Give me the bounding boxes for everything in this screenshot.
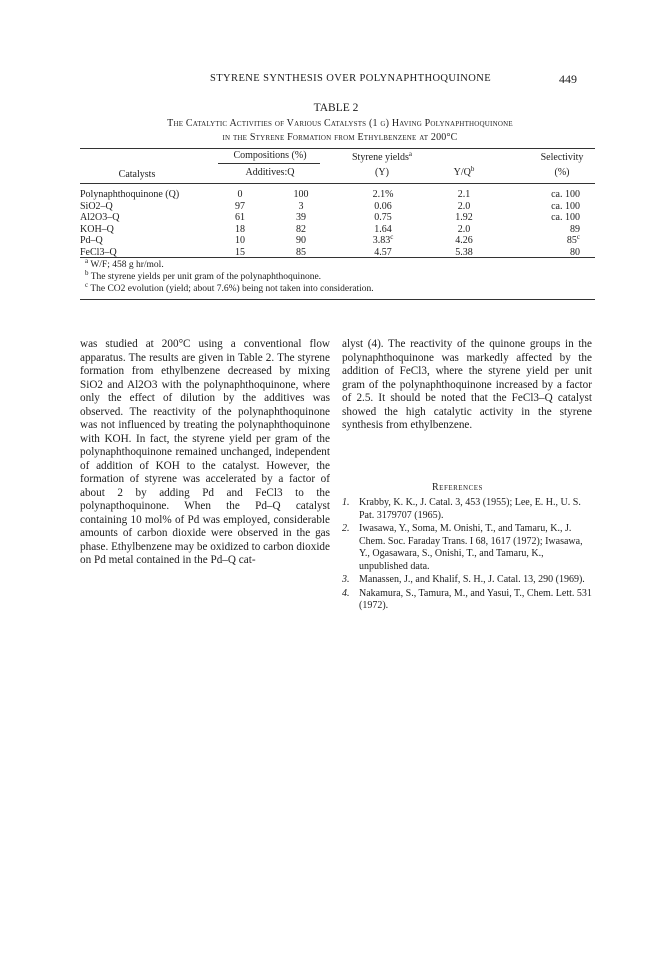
footnote-c-text: The CO2 evolution (yield; about 7.6%) being not taken into consideration. [90, 284, 374, 294]
table-title: TABLE 2 [313, 102, 359, 114]
cell-text: ca. 100 [551, 189, 580, 200]
footnote-a-mark: a [85, 257, 89, 265]
cell-text: 1.64 [374, 223, 392, 235]
table-caption [90, 117, 590, 145]
cell-text: 85 [566, 235, 577, 246]
page-number: 449 [559, 72, 577, 86]
cell-q [294, 189, 309, 200]
cell-selectivity [567, 235, 580, 246]
footnote-c [85, 281, 374, 294]
cell-yq [458, 201, 471, 212]
cell-text: 61 [235, 212, 245, 223]
styrene-yields-mark: a [408, 150, 413, 158]
table-row [0, 235, 672, 247]
cell-text: Pd–Q [80, 235, 103, 246]
footnote-b-text: The styrene yields per unit gram of the polynaphthoquinone. [90, 272, 322, 282]
cell-text: 5.38 [455, 246, 473, 258]
body-left-column [80, 338, 330, 568]
compositions-underline [218, 163, 320, 164]
table-bottom-rule [80, 257, 595, 258]
cell-text: 4.57 [374, 246, 392, 258]
cell-catalyst [80, 235, 103, 246]
footnote-b-mark: b [85, 269, 89, 277]
cell-text: 4.26 [455, 235, 473, 246]
cell-text: 90 [296, 235, 306, 246]
header-catalysts: Catalysts [118, 169, 156, 180]
table-row [0, 212, 672, 224]
footnote-c-mark: c [85, 281, 89, 289]
cell-yield [374, 212, 392, 223]
body-right-column [342, 338, 592, 433]
cell-text: 85 [296, 246, 306, 258]
cell-text: 1.92 [455, 212, 473, 223]
cell-text: 2.1 [457, 189, 471, 200]
reference-item [342, 588, 592, 613]
references-heading: References [432, 482, 483, 493]
reference-text: Nakamura, S., Tamura, M., and Yasui, T., Chem. Lett. 531 (1972). [359, 587, 592, 611]
cell-yield [374, 224, 392, 235]
cell-text: FeCl3–Q [80, 246, 117, 258]
table-row [0, 224, 672, 236]
cell-yq [455, 212, 473, 223]
styrene-yields-label: Styrene yields [351, 152, 409, 163]
yq-label: Y/Q [453, 167, 471, 178]
cell-yield [374, 247, 392, 258]
cell-text: 10 [235, 235, 245, 246]
running-title: STYRENE SYNTHESIS OVER POLYNAPHTHOQUINONE [210, 73, 492, 84]
table-caption-line-2: in the Styrene Formation from Ethylbenzene at 200°C [222, 132, 458, 143]
cell-additive [235, 212, 245, 223]
cell-q [296, 247, 306, 258]
header-selectivity: Selectivity [540, 152, 584, 163]
cell-text: ca. 100 [551, 212, 580, 223]
reference-text: Iwasawa, Y., Soma, M. Onishi, T., and Tamaru, K., J. Chem. Soc. Faraday Trans. I 68, 1617 (1972); Iwasawa, Y., Ogasawara, S., Onishi, T., and Tamaru, K., unpublished data. [359, 523, 583, 572]
header-additives-q: Additives:Q [245, 167, 295, 178]
cell-catalyst [80, 201, 113, 212]
reference-text: Manassen, J., and Khalif, S. H., J. Catal. 13, 290 (1969). [359, 574, 585, 585]
cell-yield [373, 235, 394, 246]
cell-text: ca. 100 [551, 200, 580, 212]
reference-number: 4. [342, 587, 350, 599]
cell-text: 0.75 [374, 212, 392, 223]
table-top-rule [80, 148, 595, 149]
cell-text: 18 [235, 223, 245, 235]
table-row [0, 201, 672, 213]
cell-text: 97 [235, 200, 245, 212]
cell-q [299, 201, 304, 212]
cell-additive [235, 201, 245, 212]
cell-q [296, 212, 306, 223]
reference-number: 3. [342, 574, 350, 585]
cell-selectivity [570, 247, 580, 258]
table-row [0, 189, 672, 201]
cell-yq [458, 189, 471, 200]
cell-additive [235, 224, 245, 235]
cell-yield [373, 189, 394, 200]
footnote-bottom-rule [80, 299, 595, 300]
cell-text: 80 [570, 246, 580, 258]
cell-q [296, 224, 306, 235]
body-right-paragraph: alyst (4). The reactivity of the quinone groups in the polynaphthoquinone was markedly affected by the addition of FeCl3, where the styrene yield per unit gram of the polynaphthoquinone increased by a factor of 2.5. It should be noted that the FeCl3–Q catalyst showed the high catalytic activity in the styrene synthesis from ethylbenzene. [342, 338, 592, 431]
cell-text: 0 [237, 189, 243, 200]
cell-text: Al2O3–Q [80, 212, 120, 223]
cell-text: 2.0 [457, 223, 471, 235]
cell-additive [238, 189, 243, 200]
body-left-paragraph: was studied at 200°C using a conventional flow apparatus. The results are given in Table 2. The styrene formation from ethylbenzene decreased by mixing SiO2 and Al2O3 with the polynaphthoquinone, where only the effect of dilution by the additives was observed. The reactivity of the polynaphthoquinone was not influenced by treating the polynaphthoquinone with KOH. In fact, the styrene yield per gram of the polynaphthoquinone remained unchanged, independent of addition of KOH to the catalyst. However, the formation of styrene was accelerated by a factor of about 2 by adding Pd and FeCl3 to the polynapthoquinone. When the Pd–Q catalyst containing 10 mol% of Pd was employed, considerable amounts of carbon dioxide were observed in the gas phase. Ethylbenzene may be oxidized to carbon dioxide on Pd metal contained in the Pd–Q cat- [80, 338, 330, 566]
cell-text: 100 [293, 189, 309, 200]
cell-yield [374, 201, 392, 212]
cell-footnote-mark: c [576, 233, 580, 241]
cell-text: KOH–Q [80, 223, 114, 235]
reference-item [342, 497, 592, 522]
cell-text: 82 [296, 223, 306, 235]
cell-catalyst [80, 212, 119, 223]
header-compositions: Compositions (%) [233, 150, 307, 161]
reference-text: Krabby, K. K., J. Catal. 3, 453 (1955); Lee, E. H., U. S. Pat. 3179707 (1965). [359, 497, 581, 521]
footnote-a-text: W/F; 458 g hr/mol. [90, 260, 164, 270]
cell-text: 2.0 [457, 200, 471, 212]
header-styrene-yields [352, 152, 412, 163]
cell-selectivity [551, 189, 580, 200]
cell-catalyst [80, 247, 117, 258]
reference-item [342, 574, 592, 587]
cell-text: 3.83 [372, 235, 391, 246]
cell-additive [235, 235, 245, 246]
cell-text: 15 [235, 246, 245, 258]
cell-text: 39 [296, 212, 306, 223]
reference-number: 2. [342, 523, 350, 534]
table-caption-line-1: The Catalytic Activities of Various Catalysts (1 g) Having Polynaphthoquinone [167, 118, 513, 129]
cell-selectivity [551, 212, 580, 223]
references-list [342, 497, 592, 614]
reference-item [342, 523, 592, 573]
cell-yq [458, 224, 471, 235]
cell-yq [455, 247, 473, 258]
cell-text: 2.1% [372, 189, 394, 200]
header-selectivity-unit: (%) [554, 167, 570, 178]
yq-mark: b [470, 165, 475, 173]
cell-text: SiO2–Q [80, 200, 113, 212]
cell-text: 0.06 [374, 200, 392, 212]
cell-footnote-mark: c [390, 233, 394, 241]
footnote-a [85, 257, 164, 270]
cell-q [296, 235, 306, 246]
cell-catalyst [80, 224, 114, 235]
header-y: (Y) [375, 167, 389, 178]
cell-text: 89 [570, 223, 580, 235]
cell-catalyst [80, 189, 179, 200]
cell-yq [455, 235, 473, 246]
header-bottom-rule [80, 183, 595, 184]
cell-additive [235, 247, 245, 258]
reference-number: 1. [342, 497, 350, 508]
cell-selectivity [551, 201, 580, 212]
cell-text: 3 [298, 200, 304, 212]
header-yq [454, 167, 475, 178]
cell-text: Polynaphthoquinone (Q) [80, 189, 180, 200]
footnote-b [85, 269, 322, 282]
